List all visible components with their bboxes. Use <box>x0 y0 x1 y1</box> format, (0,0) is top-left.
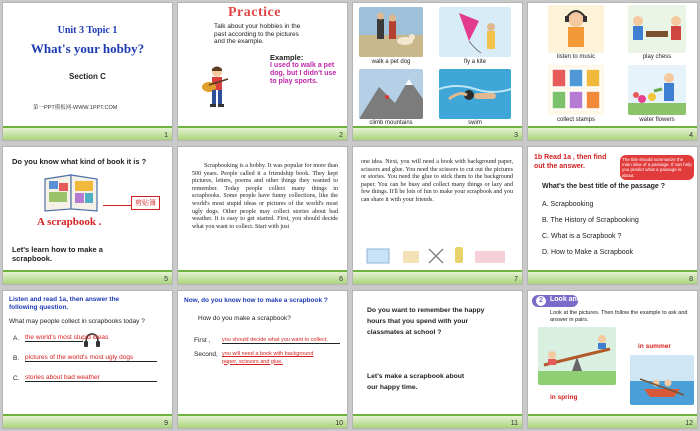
slide-footer <box>353 270 522 284</box>
water-flowers-illustration <box>628 65 686 115</box>
question-text: What may people collect in scrapbooks today ? <box>9 318 145 325</box>
slide-footer <box>528 414 697 428</box>
heading-text: Look and say <box>550 296 595 303</box>
slide-number: 3 <box>514 132 518 139</box>
instruction-text: 1b Read 1a , then find out the answer. <box>534 154 607 170</box>
walk-dog-photo <box>359 7 423 57</box>
prompt-text: Let's learn how to make a scrapbook. <box>12 245 103 263</box>
question-text: How do you make a scrapbook? <box>198 315 291 322</box>
slide-number: 4 <box>689 132 693 139</box>
chinese-tag: 剪贴簿 <box>131 196 160 210</box>
scrapbook-tools-illustration <box>363 243 513 265</box>
slide-footer <box>353 126 522 140</box>
caption-play-chess: play chess <box>642 54 672 60</box>
slide-number: 5 <box>164 276 168 283</box>
answer-letter-b: B. <box>13 355 20 362</box>
passage-text: Scrapbooking is a hobby. It was popular for more than 500 years. People called it a friendship book. They kept pictures, letters, poems and other things they wanted to remember. Today people collect many things in scrapbooks. Some people have funny collections, like the world's most stupid ideas or pictures of the world's most ugly dogs. Other people may collect stories about bad weather. It is easy to get started. First, you should decide what you want to collect. Start with just <box>192 163 338 230</box>
slide-footer <box>3 270 172 284</box>
slide-thumbnail-12[interactable] <box>527 290 698 429</box>
book-connector-line <box>103 205 131 206</box>
slide-number: 12 <box>685 420 693 427</box>
slide-thumbnail-8[interactable] <box>527 146 698 285</box>
tip-note: The title should summarize the main idea of a passage. If can help you predict what a passage is about. <box>620 155 694 180</box>
caption-fly-kite: fly a kite <box>463 59 486 65</box>
slide-thumbnail-6[interactable] <box>177 146 348 285</box>
slide-footer <box>178 270 347 284</box>
second-answer: you will need a book with background paper, scissors and glue. <box>222 351 314 365</box>
instructions-text: Talk about your hobbies in the past according to the pictures and the example. <box>214 23 301 45</box>
prompt-text: Let's make a scrapbook about our happy time. <box>367 373 465 391</box>
passage-text: one idea. Next, you will need a book with background paper, scissors and glue. You need the scissors to cut out the pictures or stories. You need the glue to stick them to the background paper. You can be busy and collect many things or lazy and few things. It'll be lots of fun to make your scrapbook and you can share it with your friends. <box>361 159 513 203</box>
answer-option-d[interactable]: D. How to Make a Scrapbook <box>542 249 634 256</box>
heading-text: Now, do you know how to make a scrapbook ? <box>184 297 328 304</box>
example-text: I used to walk a pet dog, but I didn't use to play sports. <box>270 62 337 85</box>
answer-text-a: the world's most stupid ideas <box>25 334 109 341</box>
seesaw-picture <box>538 327 616 385</box>
answer-text-c: stories about bad weather <box>25 374 157 382</box>
slide-thumbnail-10[interactable] <box>177 290 348 429</box>
slide-footer <box>353 414 522 428</box>
instruction-text: Look at the pictures. Then follow the example to ask and answer in pairs. <box>550 310 688 323</box>
caption-water-flowers: water flowers <box>639 117 675 123</box>
slide-footer <box>178 414 347 428</box>
task-number: 2 <box>536 296 546 306</box>
scrapbook-label: A scrapbook . <box>37 216 102 228</box>
swim-photo <box>439 69 511 119</box>
first-answer: you should decide what you want to collect. <box>222 337 340 344</box>
slide-title: What's your hobby? <box>30 41 145 56</box>
fly-kite-photo <box>439 7 511 57</box>
slide-number: 11 <box>510 420 518 427</box>
credit-text: 第一PPT模板网-WWW.1PPT.COM <box>33 105 118 111</box>
caption-swim: swim <box>468 120 482 126</box>
slide-thumbnail-4[interactable] <box>527 2 698 141</box>
boating-picture <box>630 355 694 405</box>
slide-number: 7 <box>514 276 518 283</box>
answer-letter-c: C. <box>13 375 20 382</box>
climb-mountains-photo <box>359 69 423 119</box>
label-in-spring: in spring <box>550 394 578 401</box>
slide-number: 1 <box>164 132 168 139</box>
caption-walk-dog: walk a pet dog <box>371 59 411 65</box>
answer-option-b[interactable]: B. The History of Scrapbooking <box>542 217 639 224</box>
label-in-summer: in summer <box>638 343 671 350</box>
slide-footer <box>3 126 172 140</box>
slide-thumbnail-7[interactable] <box>352 146 523 285</box>
scrapbook-image <box>43 173 99 213</box>
caption-collect-stamps: collect stamps <box>556 117 595 123</box>
question-text: Do you know what kind of book it is ? <box>12 157 147 166</box>
slide-number: 9 <box>164 420 168 427</box>
slide-thumbnail-5[interactable] <box>2 146 173 285</box>
slide-footer <box>178 126 347 140</box>
answer-letter-a: A. <box>13 335 20 342</box>
answer-option-c[interactable]: C. What is a Scrapbook ? <box>542 233 622 240</box>
slide-number: 8 <box>689 276 693 283</box>
answer-text-b: pictures of the world's most ugly dogs <box>25 354 157 362</box>
unit-label: Unit 3 Topic 1 <box>57 25 118 36</box>
section-label: Section C <box>69 72 106 81</box>
slide-thumbnail-1[interactable] <box>2 2 173 141</box>
practice-heading: Practice <box>228 5 281 20</box>
slide-thumbnail-11[interactable] <box>352 290 523 429</box>
first-label: First , <box>194 337 211 344</box>
slide-number: 6 <box>339 276 343 283</box>
instruction-text: Listen and read 1a, then answer the following question. <box>9 296 120 311</box>
slide-number: 2 <box>339 132 343 139</box>
slide-sorter-grid <box>2 2 698 429</box>
question-text: Do you want to remember the happy hours that you spend with your classmates at school ? <box>367 307 485 336</box>
example-label: Example: <box>270 53 304 62</box>
slide-footer <box>3 414 172 428</box>
slide-footer <box>528 126 697 140</box>
answer-option-a[interactable]: A. Scrapbooking <box>542 201 594 208</box>
collect-stamps-illustration <box>548 65 604 115</box>
question-text: What's the best title of the passage ? <box>542 183 666 190</box>
slide-number: 10 <box>335 420 343 427</box>
caption-listen-music: listen to music <box>556 54 595 60</box>
slide-thumbnail-3[interactable] <box>352 2 523 141</box>
caption-climb-mountains: climb mountains <box>369 120 413 126</box>
guitar-boy-illustration <box>200 65 234 109</box>
second-label: Second, <box>194 351 218 358</box>
play-chess-illustration <box>628 5 686 53</box>
listen-music-illustration <box>548 5 604 53</box>
slide-footer <box>528 270 697 284</box>
slide-thumbnail-2[interactable] <box>177 2 348 141</box>
slide-thumbnail-9[interactable] <box>2 290 173 429</box>
